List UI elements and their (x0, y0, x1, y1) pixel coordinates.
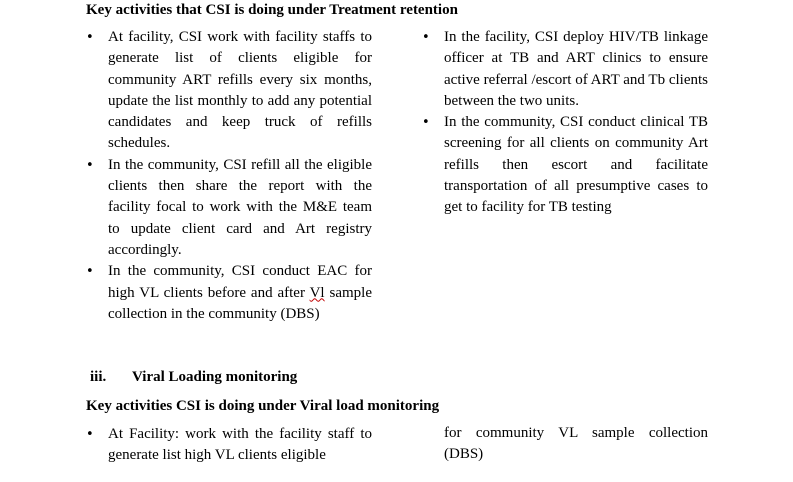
list-item: • In the community, CSI conduct clinical TB screening for all clients on community Art refills then escort and facilitate transportation of all presumptive cases to get to facility for TB testing (422, 112, 708, 218)
section-heading-viral-loading (90, 367, 297, 388)
treatment-left-list (86, 27, 372, 325)
list-item-text: sample collection in the community (DBS) (108, 284, 372, 322)
heading-viral-load-monitoring: Key activities CSI is doing under Viral load monitoring (86, 398, 440, 414)
list-item: • In the community, CSI refill all the eligible clients then share the report with the facility focal to work with the M&E team to update client card and Art registry accordingly. (86, 155, 372, 261)
section-number: iii. (90, 369, 107, 385)
viral-left-list (86, 424, 372, 467)
list-item: • At facility, CSI work with facility staffs to generate list of clients eligible for community ART refills every six months, update the list monthly to add any potential candidates and keep truck of refills schedules. (86, 27, 372, 155)
list-item (86, 261, 372, 325)
list-item: • At Facility: work with the facility staff to generate list high VL clients eligible (86, 424, 372, 467)
spellcheck-flagged-word[interactable]: Vl (309, 284, 325, 301)
list-item-text: In the community, CSI conduct EAC for high VL clients before and after (108, 263, 372, 301)
heading-treatment-retention: Key activities that CSI is doing under Treatment retention (86, 2, 458, 18)
treatment-right-list (422, 27, 708, 219)
list-item: • In the facility, CSI deploy HIV/TB linkage officer at TB and ART clinics to ensure active referral /escort of ART and Tb clients between the two units. (422, 27, 708, 112)
viral-right-continuation: for community VL sample collection (DBS) (444, 425, 708, 463)
section-title: Viral Loading monitoring (132, 369, 298, 385)
